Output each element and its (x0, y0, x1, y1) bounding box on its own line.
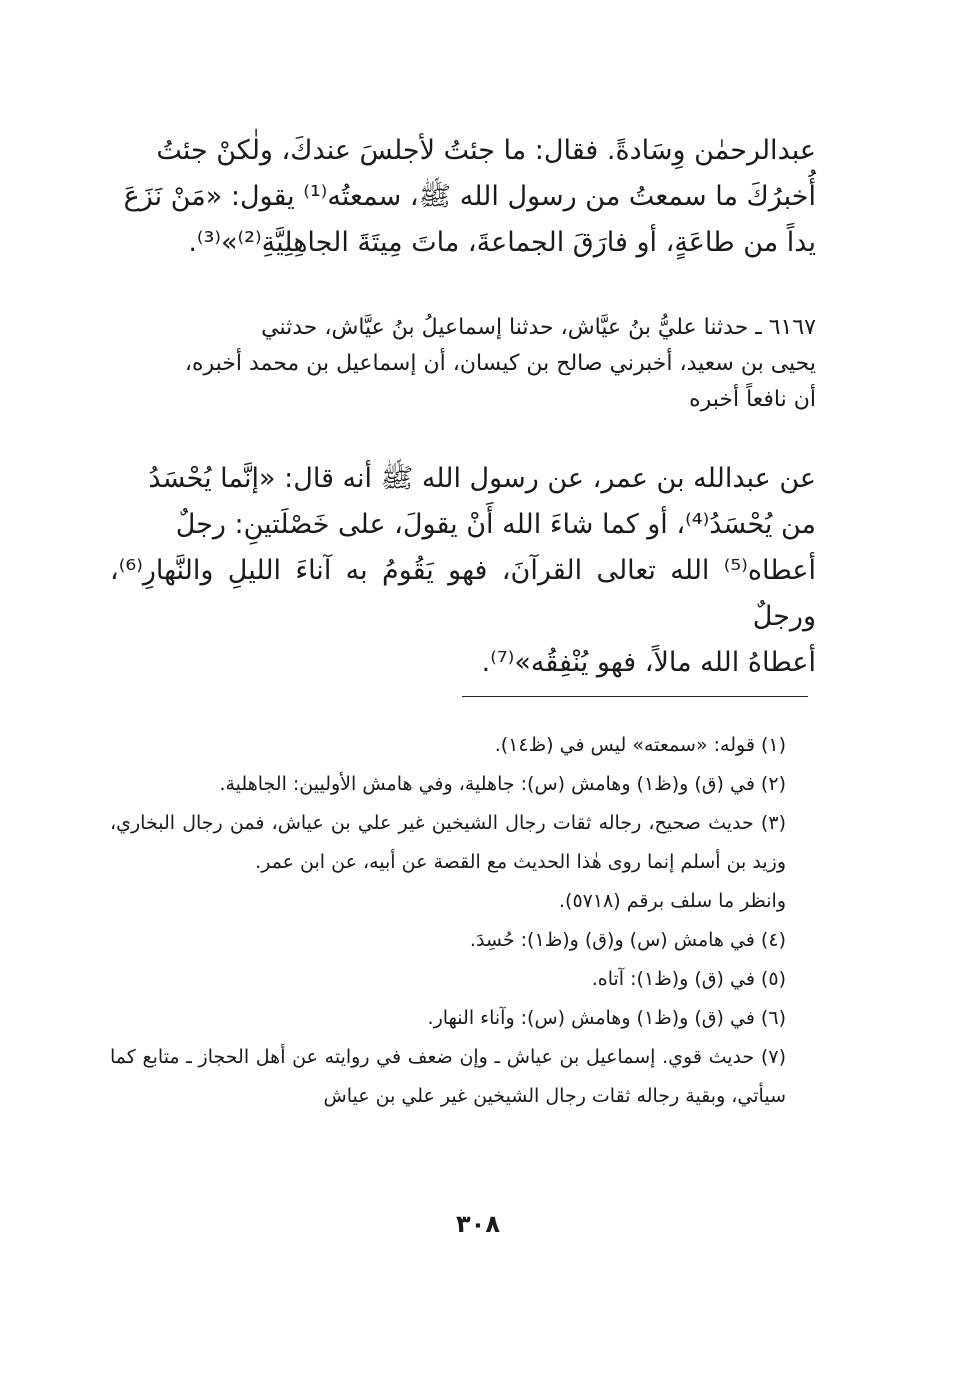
page-number: ٣٠٨ (456, 1210, 500, 1238)
footnote-2: (٢) في (ق) و(ظ١) وهامش (س): جاهلية، وفي هامش الأوليين: الجاهلية. (219, 773, 786, 795)
main-text-line: من يُحْسَدُ⁽⁴⁾، أو كما شاءَ الله أَنْ يقولَ، على خَصْلَتينِ: رجلٌ (175, 509, 816, 540)
footnote-divider (462, 696, 808, 697)
hadith-chain-line: يحيى بن سعيد، أخبرني صالح بن كيسان، أن إسماعيل بن محمد أخبره، (184, 351, 816, 376)
footnote-1: (١) قوله: «سمعته» ليس في (ظ١٤). (494, 734, 786, 756)
footnote-7: (٧) حديث قوي. إسماعيل بن عياش ـ وإن ضعف في روايته عن أهل الحجاز ـ متابع كما سيأتي، وبقية رجاله ثقات رجال الشيخين غير علي بن عياش (110, 1046, 786, 1107)
hadith-chain-line: أن نافعاً أخبره (689, 387, 816, 412)
main-text-line: عبدالرحمٰن وِسَادةً. فقال: ما جئتُ لأجلسَ عندكَ، ولٰكنْ جئتُ (156, 135, 816, 166)
footnote-5: (٥) في (ق) و(ظ١): آتاه. (591, 968, 786, 990)
main-text-line: أعطاهُ الله مالاً، فهو يُنْفِقُه»⁽⁷⁾. (481, 647, 816, 678)
main-text-block-2 (110, 456, 816, 686)
footnote-3: (٣) حديث صحيح، رجاله ثقات رجال الشيخين غير علي بن عياش، فمن رجال البخاري، وزيد بن أسلم إنما روى هٰذا الحديث مع القصة عن أبيه، عن ابن عمر. (110, 812, 786, 873)
hadith-chain-line: ٦١٦٧ ـ حدثنا عليُّ بنُ عيَّاش، حدثنا إسماعيلُ بنُ عيَّاش، حدثني (261, 315, 816, 340)
hadith-chain-block (110, 310, 816, 418)
footnote-3-see-also: وانظر ما سلف برقم (٥٧١٨). (558, 890, 786, 912)
main-text-line: يداً من طاعَةٍ، أو فارَقَ الجماعةَ، ماتَ مِيتَةَ الجاهِلِيَّةِ⁽²⁾»⁽³⁾. (188, 227, 816, 258)
footnotes (110, 726, 816, 1116)
main-text-line: عن عبدالله بن عمر، عن رسول الله ﷺ أنه قال: «إنَّما يُحْسَدُ (148, 463, 816, 494)
footnote-4: (٤) في هامش (س) و(ق) و(ظ١): حُسِدَ. (469, 929, 786, 951)
main-text-block-1 (110, 128, 816, 266)
main-text-line: أُخبرُكَ ما سمعتُ من رسول الله ﷺ، سمعتُه⁽¹⁾ يقول: «مَنْ نَزَعَ (123, 181, 816, 212)
main-text-line: أعطاه⁽⁵⁾ الله تعالى القرآنَ، فهو يَقُومُ به آناءَ الليلِ والنَّهارِ⁽⁶⁾، ورجلٌ (110, 555, 816, 632)
footnote-6: (٦) في (ق) و(ظ١) وهامش (س): وآناء النهار. (427, 1007, 786, 1029)
